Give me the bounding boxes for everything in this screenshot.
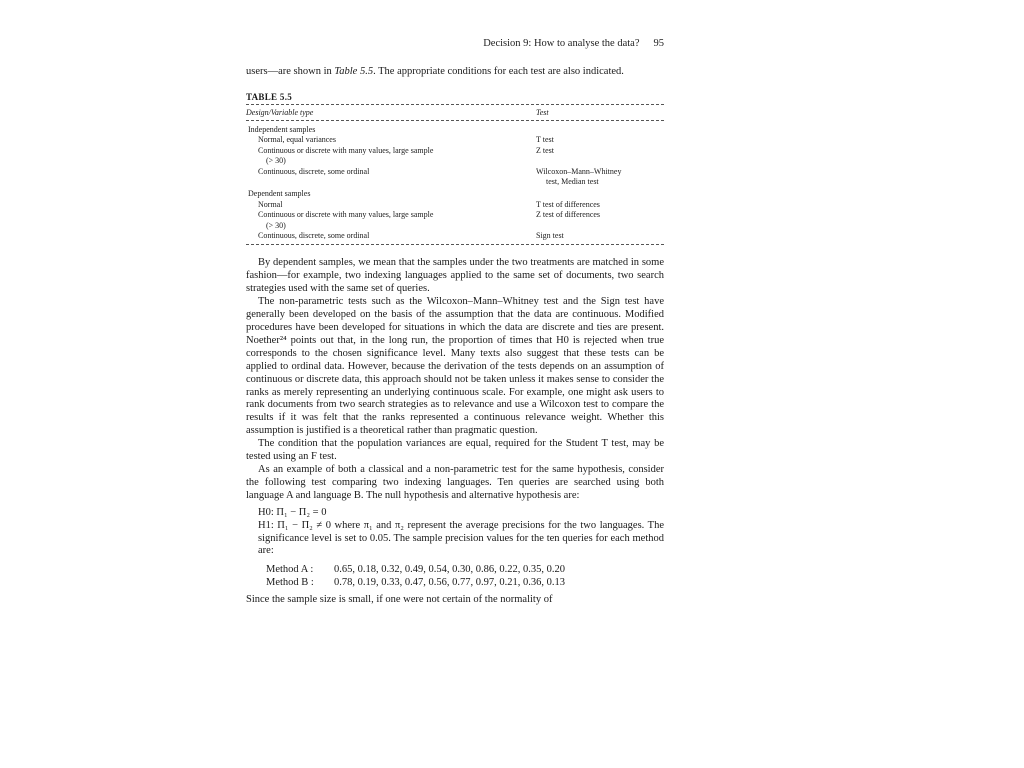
intro-text-before: users—are shown in [246,66,335,77]
intro-paragraph [246,65,664,78]
method-row [266,577,664,590]
intro-text-after: . The appropriate conditions for each test are also indicated. [373,66,624,77]
test-cell: Wilcoxon–Mann–Whitney [536,166,622,176]
hypotheses [258,507,664,559]
table-bottom-rule [246,244,664,245]
table-row [246,146,664,167]
group-label: Dependent samples [248,189,311,199]
test-cell: Z test of differences [536,210,601,220]
table-group-dependent [246,189,664,241]
table-row [246,135,664,145]
condition-cell-cont: (> 30) [266,220,286,230]
method-precision-values: 0.78, 0.19, 0.33, 0.47, 0.56, 0.77, 0.97, 0.21, 0.36, 0.13 [334,577,565,589]
method-label: Method B : [266,577,314,589]
condition-cell: Normal [258,199,283,209]
table-body [246,121,664,244]
table-group-independent [246,125,664,187]
table-title: TABLE 5.5 [246,92,293,102]
paragraph: The condition that the population variances are equal, required for the Student T test, may be tested using an F test. [246,438,664,463]
method-label: Method A : [266,564,314,576]
test-cell: T test [536,135,554,145]
body-text-closing [246,594,664,607]
alternative-hypothesis: H1: Π₁ − Π₂ ≠ 0 where π₁ and π₂ represent the average precisions for the two languages. The significance level is set to 0.05. The sample precision values for the ten queries for each method are: [258,519,664,557]
condition-cell: Continuous or discrete with many values, large sample [258,210,434,220]
null-hypothesis: H0: Π₁ − Π₂ = 0 [258,506,327,518]
paragraph: As an example of both a classical and a non-parametric test for the same hypothesis, consider the following test comparing two indexing languages. Ten queries are searched using both language A and language B. The null hypothesis and alternative hypothesis are: [246,463,664,501]
test-cell: T test of differences [536,199,600,209]
col-header-test: Test [536,108,549,117]
table-reference: Table 5.5 [334,66,374,77]
table-header-row [246,105,664,120]
page-number: 95 [653,38,664,49]
paragraph: Since the sample size is small, if one were not certain of the normality of [246,594,553,606]
method-row [266,564,664,577]
group-label: Independent samples [248,125,316,134]
test-cell-cont: test, Median test [546,177,599,187]
table-row [246,210,664,231]
condition-cell: Continuous, discrete, some ordinal [258,166,370,176]
test-cell: Z test [536,145,554,155]
body-text [246,257,664,502]
table-row [246,167,664,188]
condition-cell: Normal, equal variances [258,135,336,145]
col-header-design: Design/Variable type [246,108,314,117]
paragraph: The non-parametric tests such as the Wilcoxon–Mann–Whitney test and the Sign test have generally been developed on the basis of the assumption that the data are continuous. Modified procedures have been developed for situations in which the data are discrete and ties are present. Noether²⁴ points out that, in the long run, the proportion of times that H0 is rejected when true corresponds to the chosen significance level. Many texts also suggest that these tests can be applied to ordinal data. However, because the derivation of the tests depends on an assumption of continuous or discrete data, this approach should not be taken unless it makes sense to consider the ranks as merely representing an underlying continuous scale. For example, one might ask users to rank documents from two search strategies as to relevance and use a Wilcoxon test to compare the results if it was felt that the ranks represented a continuous relevance weight. Whether this assumption is justified is a theoretical rather than pragmatic question. [246,296,664,437]
running-header [246,38,664,49]
running-title: Decision 9: How to analyse the data? [483,38,640,49]
condition-cell-cont: (> 30) [266,156,286,166]
condition-cell: Continuous, discrete, some ordinal [258,231,370,241]
condition-cell: Continuous or discrete with many values, large sample [258,145,434,155]
paragraph: By dependent samples, we mean that the samples under the two treatments are matched in some fashion—for example, two indexing languages applied to the same set of documents, two search strategies used with the same set of queries. [246,257,664,295]
test-cell: Sign test [536,231,564,241]
table-row [246,231,664,241]
method-precision-values: 0.65, 0.18, 0.32, 0.49, 0.54, 0.30, 0.86, 0.22, 0.35, 0.20 [334,564,565,576]
table-row [246,200,664,210]
method-values [266,564,664,590]
book-page [246,38,664,763]
